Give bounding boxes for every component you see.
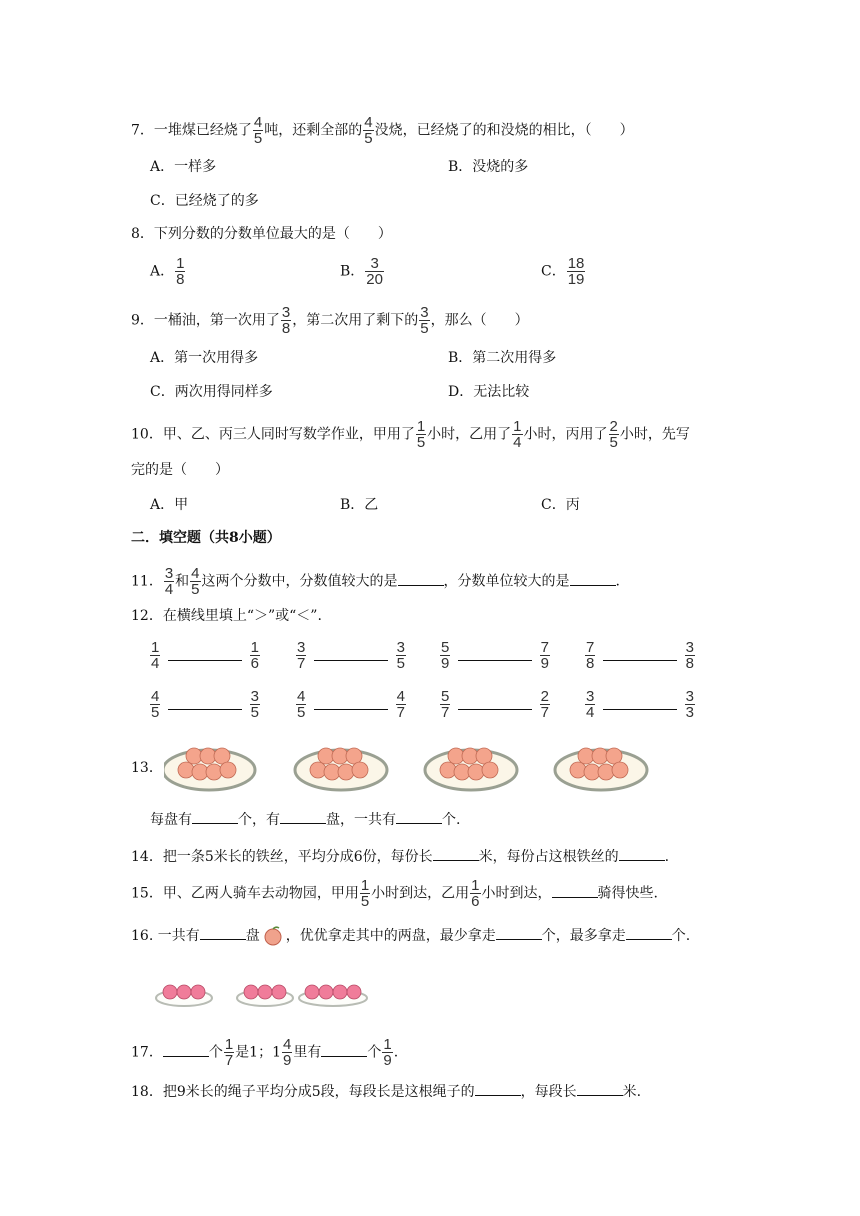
fraction: $\frac{1}{9}$ bbox=[383, 1036, 392, 1069]
fraction: $\frac{5}{9}$ bbox=[441, 639, 450, 672]
fraction: $\frac{1}{5}$ bbox=[416, 418, 426, 451]
fraction: $\frac{4}{5}$ bbox=[151, 688, 160, 721]
comparison-pair[interactable] bbox=[585, 689, 695, 729]
fraction: $\frac{4}{5}$ bbox=[364, 114, 373, 147]
q8-stem: 8．下列分数的分数单位最大的是（ ） bbox=[131, 226, 392, 242]
fraction: $\frac{1}{6}$ bbox=[250, 639, 259, 672]
fraction: $\frac{3}{4}$ bbox=[164, 565, 174, 598]
answer-blank[interactable] bbox=[496, 923, 542, 940]
answer-blank[interactable] bbox=[577, 1079, 623, 1096]
q10-stem: 10．甲、乙、丙三人同时写数学作业，甲用了 $\frac{1}{5}$ 小时，乙用了 $\frac{1}{4}$ 小时，丙用了 $\frac{2}{5}$ 小时，先写 bbox=[131, 418, 690, 451]
fraction: $\frac{3}{5}$ bbox=[420, 304, 429, 337]
fraction: $\frac{4}{9}$ bbox=[283, 1036, 292, 1069]
answer-blank[interactable] bbox=[168, 709, 242, 710]
comparison-pair[interactable] bbox=[296, 689, 406, 729]
fraction: $\frac{3}{5}$ bbox=[396, 639, 405, 672]
fraction: $\frac{3}{8}$ bbox=[685, 639, 694, 672]
answer-blank[interactable] bbox=[570, 569, 616, 586]
fraction: $\frac{5}{7}$ bbox=[441, 688, 450, 721]
fraction: $\frac{4}{7}$ bbox=[396, 688, 405, 721]
answer-blank[interactable] bbox=[458, 709, 532, 710]
fraction: $\frac{3}{8}$ bbox=[281, 304, 291, 337]
q10-option-b[interactable]: B．乙 bbox=[340, 497, 379, 513]
q7-stem: 7．一堆煤已经烧了 $\frac{4}{5}$ 吨，还剩全部的 $\frac{4}{5}$ 没烧，已经烧了的和没烧的相比，（ ） bbox=[131, 114, 634, 147]
q8-option-c[interactable]: C． $\frac{18}{19}$ bbox=[541, 255, 585, 288]
q10-option-c[interactable]: C．丙 bbox=[541, 497, 580, 513]
q10-stem-line2: 完的是（ ） bbox=[131, 462, 229, 478]
q13-number: 13． bbox=[131, 760, 163, 776]
fraction: $\frac{3}{4}$ bbox=[586, 688, 595, 721]
q13-stem: 每盘有 个，有 盘，一共有 个. bbox=[150, 807, 460, 831]
fraction: $\frac{18}{19}$ bbox=[567, 255, 585, 288]
q14-stem: 14．把一条5米长的铁丝，平均分成6份，每份长 米，每份占这根铁丝的 . bbox=[131, 844, 669, 868]
q15-stem: 15．甲、乙两人骑车去动物园，甲用 $\frac{1}{5}$ 小时到达，乙用 $\frac{1}{6}$ 小时到达， 骑得快些. bbox=[131, 877, 658, 910]
q9-stem: 9．一桶油，第一次用了 $\frac{3}{8}$ ，第二次用了剩下的 $\frac{3}{5}$ ，那么（ ） bbox=[131, 304, 529, 337]
comparison-pair[interactable] bbox=[150, 689, 260, 729]
comparison-pair[interactable] bbox=[440, 689, 550, 729]
answer-blank[interactable] bbox=[552, 881, 598, 898]
q10-option-a[interactable]: A．甲 bbox=[150, 497, 189, 513]
fraction: $\frac{4}{5}$ bbox=[253, 114, 263, 147]
q9-option-a[interactable]: A．第一次用得多 bbox=[150, 350, 259, 366]
answer-blank[interactable] bbox=[458, 660, 532, 661]
answer-blank[interactable] bbox=[163, 1040, 209, 1057]
q9-option-b[interactable]: B．第二次用得多 bbox=[448, 350, 557, 366]
fraction: $\frac{1}{8}$ bbox=[176, 255, 185, 288]
fraction: $\frac{3}{5}$ bbox=[250, 688, 259, 721]
q16-stem: 16. 一共有 盘 ，优优拿走其中的两盘，最少拿走 个，最多拿走 个. bbox=[131, 923, 690, 947]
fraction: $\frac{2}{7}$ bbox=[540, 688, 549, 721]
fraction: $\frac{3}{3}$ bbox=[685, 688, 694, 721]
fraction: $\frac{3}{20}$ bbox=[366, 255, 383, 288]
q8-option-a[interactable]: A． $\frac{1}{8}$ bbox=[150, 255, 185, 288]
fraction: $\frac{2}{5}$ bbox=[609, 418, 618, 451]
q7-option-b[interactable]: B．没烧的多 bbox=[448, 159, 529, 175]
comparison-pair[interactable] bbox=[585, 640, 695, 680]
answer-blank[interactable] bbox=[396, 807, 442, 824]
answer-blank[interactable] bbox=[168, 660, 242, 661]
fraction: $\frac{1}{5}$ bbox=[360, 877, 370, 910]
answer-blank[interactable] bbox=[314, 709, 388, 710]
answer-blank[interactable] bbox=[398, 569, 444, 586]
fraction: $\frac{1}{7}$ bbox=[224, 1036, 234, 1069]
fraction: $\frac{4}{5}$ bbox=[297, 688, 306, 721]
answer-blank[interactable] bbox=[200, 923, 246, 940]
plates-of-peaches-icon bbox=[164, 738, 784, 798]
q7-option-c[interactable]: C．已经烧了的多 bbox=[150, 193, 259, 209]
fraction: $\frac{3}{7}$ bbox=[297, 639, 306, 672]
answer-blank[interactable] bbox=[603, 660, 677, 661]
answer-blank[interactable] bbox=[619, 844, 665, 861]
answer-blank[interactable] bbox=[321, 1040, 367, 1057]
answer-blank[interactable] bbox=[603, 709, 677, 710]
fraction: $\frac{7}{8}$ bbox=[586, 639, 595, 672]
q17-stem: 17． 个 $\frac{1}{7}$ 是1；1 $\frac{4}{9}$ 里有 个 $\frac{1}{9}$ . bbox=[131, 1036, 399, 1069]
answer-blank[interactable] bbox=[475, 1079, 521, 1096]
pink-peach-plates-icon bbox=[150, 972, 380, 1012]
fraction: $\frac{1}{4}$ bbox=[151, 639, 160, 672]
q9-option-d[interactable]: D．无法比较 bbox=[448, 384, 530, 400]
q12-stem: 12．在横线里填上“＞”或“＜”. bbox=[131, 608, 322, 624]
answer-blank[interactable] bbox=[192, 807, 238, 824]
q9-option-c[interactable]: C．两次用得同样多 bbox=[150, 384, 273, 400]
fraction: $\frac{7}{9}$ bbox=[540, 639, 549, 672]
answer-blank[interactable] bbox=[314, 660, 388, 661]
section-heading: 二．填空题（共8小题） bbox=[131, 530, 281, 546]
fraction: $\frac{4}{5}$ bbox=[191, 565, 200, 598]
comparison-pair[interactable] bbox=[296, 640, 406, 680]
q18-stem: 18．把9米长的绳子平均分成5段，每段长是这根绳子的 ，每段长 米. bbox=[131, 1079, 641, 1103]
answer-blank[interactable] bbox=[280, 807, 326, 824]
comparison-pair[interactable] bbox=[150, 640, 260, 680]
answer-blank[interactable] bbox=[626, 923, 672, 940]
peach-icon bbox=[262, 926, 284, 946]
answer-blank[interactable] bbox=[433, 844, 479, 861]
comparison-pair[interactable] bbox=[440, 640, 550, 680]
fraction: $\frac{1}{4}$ bbox=[513, 418, 522, 451]
fraction: $\frac{1}{6}$ bbox=[471, 877, 480, 910]
q8-option-b[interactable]: B． $\frac{3}{20}$ bbox=[340, 255, 383, 288]
q7-option-a[interactable]: A．一样多 bbox=[150, 159, 217, 175]
q11-stem: 11． $\frac{3}{4}$ 和 $\frac{4}{5}$ 这两个分数中，分数值较大的是 ，分数单位较大的是 . bbox=[131, 565, 620, 598]
